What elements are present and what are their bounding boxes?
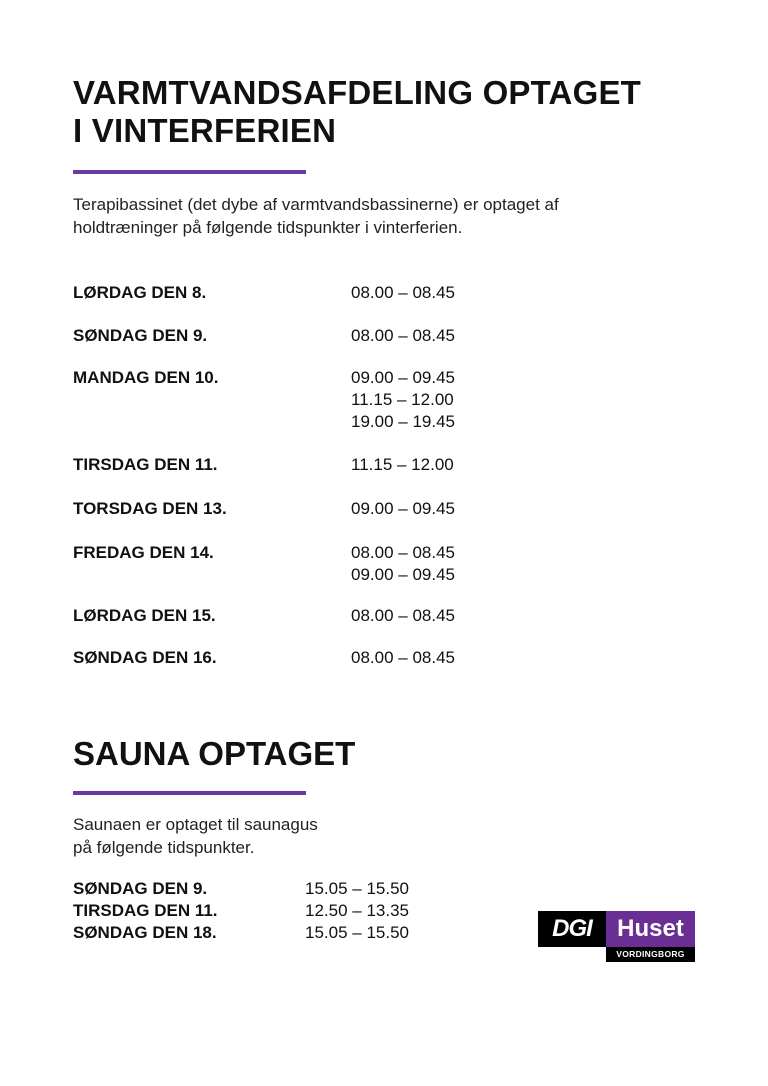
title-line-1: VARMTVANDSAFDELING OPTAGET bbox=[73, 74, 642, 111]
schedule-day: FREDAG DEN 14. bbox=[73, 543, 214, 562]
schedule-times bbox=[351, 367, 455, 433]
schedule-times bbox=[351, 605, 455, 627]
schedule-day: SØNDAG DEN 18. bbox=[73, 923, 217, 942]
schedule-row bbox=[73, 900, 473, 922]
time-slot: 08.00 – 08.45 bbox=[351, 648, 455, 667]
time-slot: 11.15 – 12.00 bbox=[351, 390, 454, 409]
schedule-day: LØRDAG DEN 15. bbox=[73, 606, 216, 625]
time-slot: 09.00 – 09.45 bbox=[351, 499, 455, 518]
schedule-day: TIRSDAG DEN 11. bbox=[73, 901, 218, 920]
intro-line-2: på følgende tidspunkter. bbox=[73, 838, 255, 857]
intro-line-2: holdtræninger på følgende tidspunkter i vinterferien. bbox=[73, 218, 463, 237]
time-slot: 08.00 – 08.45 bbox=[351, 543, 455, 562]
schedule-day: TIRSDAG DEN 11. bbox=[73, 455, 218, 474]
schedule-time: 12.50 – 13.35 bbox=[305, 901, 409, 920]
logo-huset-text: Huset bbox=[606, 911, 695, 947]
schedule-day: SØNDAG DEN 9. bbox=[73, 326, 208, 345]
schedule-day: LØRDAG DEN 8. bbox=[73, 283, 207, 302]
time-slot: 11.15 – 12.00 bbox=[351, 455, 454, 474]
intro-text-sauna bbox=[73, 813, 693, 859]
schedule-row bbox=[73, 922, 473, 944]
schedule-times bbox=[351, 454, 454, 476]
dgi-huset-logo bbox=[538, 911, 695, 962]
schedule-time: 15.05 – 15.50 bbox=[305, 879, 409, 898]
intro-text-varmtvand bbox=[73, 193, 693, 239]
section-title-varmtvand bbox=[73, 74, 733, 150]
schedule-times bbox=[351, 498, 455, 520]
logo-city-text: VORDINGBORG bbox=[606, 947, 695, 962]
schedule-day: SØNDAG DEN 16. bbox=[73, 648, 217, 667]
title-line-2: I VINTERFERIEN bbox=[73, 112, 337, 149]
schedule-day: TORSDAG DEN 13. bbox=[73, 499, 227, 518]
schedule-time: 15.05 – 15.50 bbox=[305, 923, 409, 942]
intro-line-1: Terapibassinet (det dybe af varmtvandsbassinerne) er optaget af bbox=[73, 195, 559, 214]
schedule-times bbox=[351, 647, 455, 669]
logo-dgi-mark: DGI bbox=[538, 911, 606, 947]
time-slot: 08.00 – 08.45 bbox=[351, 283, 455, 302]
time-slot: 08.00 – 08.45 bbox=[351, 606, 455, 625]
section-title-sauna: SAUNA OPTAGET bbox=[73, 735, 356, 772]
schedule-day: MANDAG DEN 10. bbox=[73, 368, 219, 387]
accent-divider bbox=[73, 791, 306, 795]
schedule-row bbox=[73, 878, 473, 900]
time-slot: 08.00 – 08.45 bbox=[351, 326, 455, 345]
time-slot: 09.00 – 09.45 bbox=[351, 565, 455, 584]
schedule-times bbox=[351, 325, 455, 347]
accent-divider bbox=[73, 170, 306, 174]
time-slot: 09.00 – 09.45 bbox=[351, 368, 455, 387]
intro-line-1: Saunaen er optaget til saunagus bbox=[73, 815, 318, 834]
schedule-day: SØNDAG DEN 9. bbox=[73, 879, 208, 898]
schedule-times bbox=[351, 542, 455, 586]
time-slot: 19.00 – 19.45 bbox=[351, 412, 455, 431]
schedule-times bbox=[351, 282, 455, 304]
schedule-sauna bbox=[73, 878, 473, 944]
